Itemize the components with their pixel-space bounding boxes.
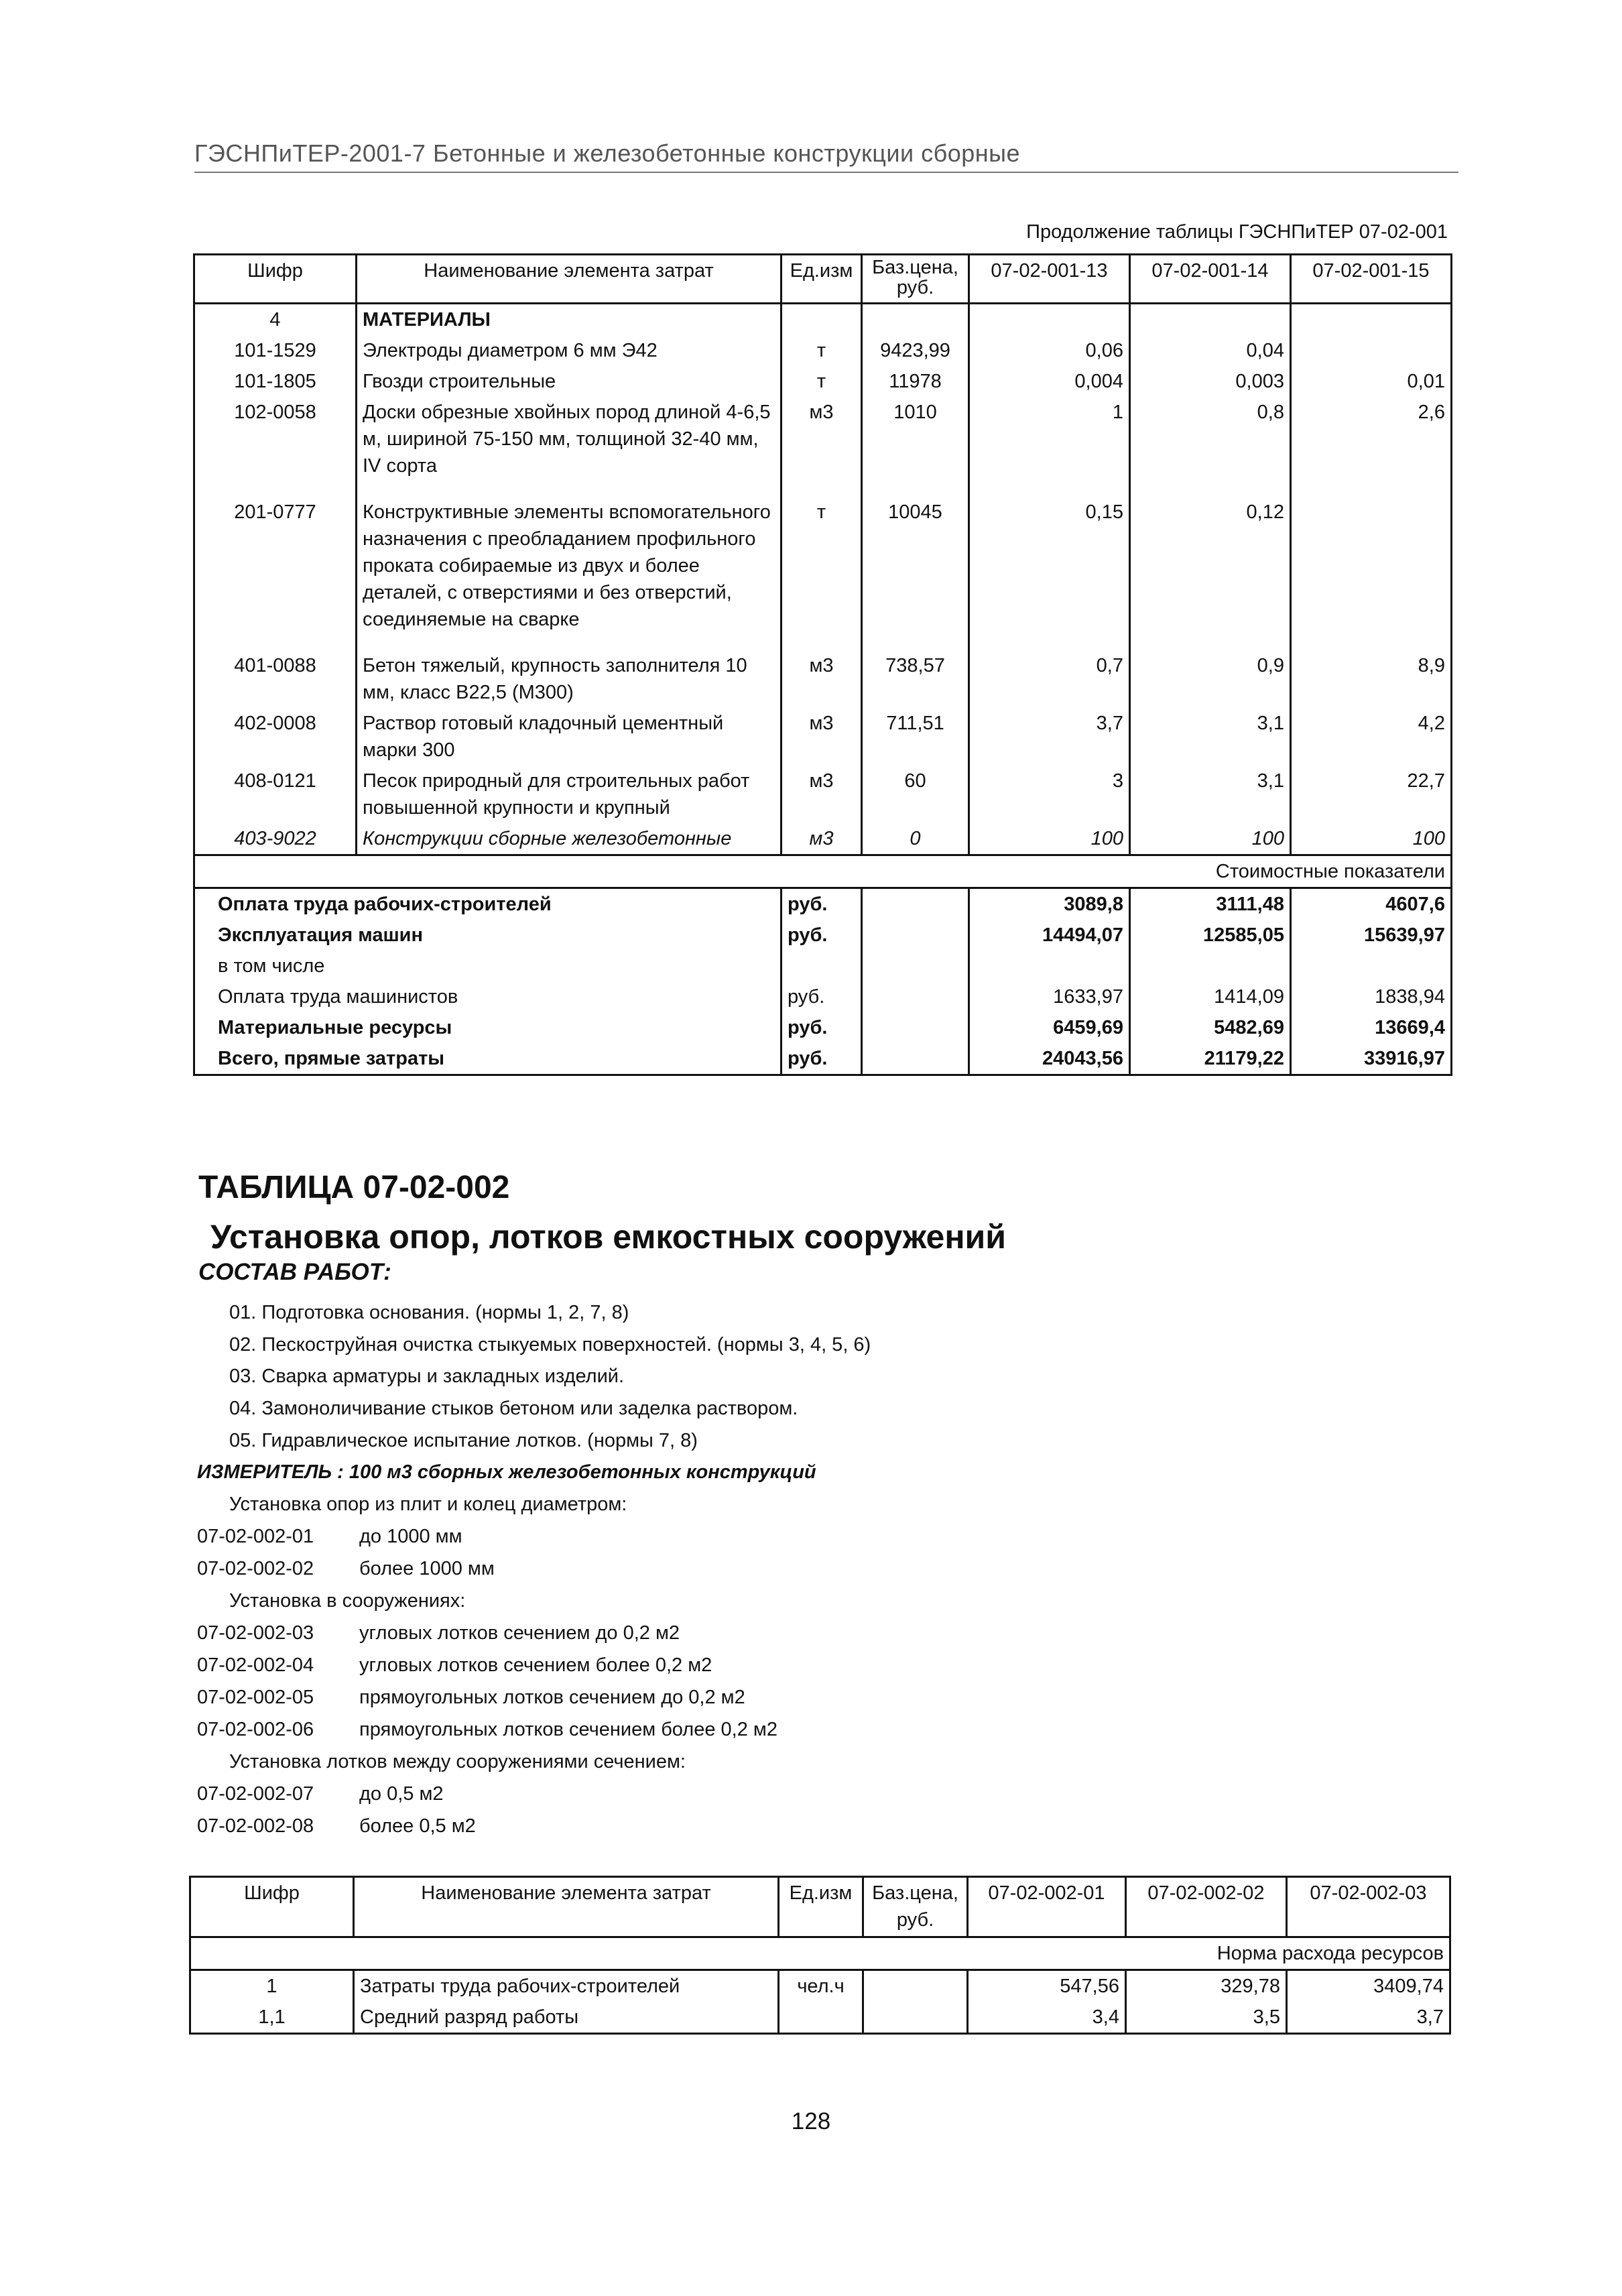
norm-text: угловых лотков сечением более 0,2 м2 <box>359 1654 712 1676</box>
row-value: 0,15 <box>969 497 1130 650</box>
col-header-norm: 07-02-002-03 <box>1287 1877 1450 1937</box>
row-price: 1010 <box>862 397 969 497</box>
row-name: Гвозди строительные <box>357 366 782 397</box>
cost-unit: руб. <box>782 1043 862 1075</box>
col-header-price: Баз.цена, руб. <box>863 1877 968 1937</box>
table-continuation-title: Продолжение таблицы ГЭСНПиТЕР 07-02-001 <box>1026 221 1448 243</box>
cost-value: 1838,94 <box>1291 981 1452 1012</box>
table-title: ТАБЛИЦА 07-02-002 <box>198 1170 510 1205</box>
cost-unit: руб. <box>782 888 862 920</box>
row-value: 0,004 <box>969 366 1130 397</box>
row-value: 3409,74 <box>1287 1970 1450 2002</box>
row-price: 60 <box>862 766 969 823</box>
row-value: 3,7 <box>969 708 1130 766</box>
row-code: 101-1529 <box>194 335 357 366</box>
row-name: Песок природный для строительных работ повышенной крупности и крупный <box>357 766 782 823</box>
row-name: Конструктивные элементы вспомогательного назначения с преобладанием профильного проката собираемые из двух и более деталей, с отверстиями и без отверстий, соединяемые на сварке <box>357 497 782 650</box>
norm-header: Норма расхода ресурсов <box>190 1937 1450 1970</box>
cost-value: 12585,05 <box>1130 920 1291 951</box>
norm-text: более 1000 мм <box>359 1558 495 1579</box>
row-code: 201-0777 <box>194 497 357 650</box>
header-divider <box>194 172 1458 173</box>
row-code: 102-0058 <box>194 397 357 497</box>
row-unit: т <box>782 366 862 397</box>
row-value: 0,003 <box>1130 366 1291 397</box>
row-unit: м3 <box>782 650 862 708</box>
table-row <box>194 708 1452 766</box>
row-code: 101-1805 <box>194 366 357 397</box>
col-header-name: Наименование элемента затрат <box>357 255 782 304</box>
norm-code: 07-02-002-05 <box>197 1687 314 1708</box>
col-header-norm: 07-02-001-14 <box>1130 255 1291 304</box>
row-price <box>863 2002 968 2034</box>
row-price: 0 <box>862 823 969 855</box>
row-name: Средний разряд работы <box>354 2002 779 2034</box>
resource-table-07-02-002 <box>189 1876 1451 2035</box>
row-value: 3 <box>969 766 1130 823</box>
cost-value: 1633,97 <box>969 981 1130 1012</box>
row-value: 329,78 <box>1126 1970 1287 2002</box>
row-unit: чел.ч <box>779 1970 863 2002</box>
table-header-row <box>194 255 1452 304</box>
col-header-code: Шифр <box>190 1877 354 1937</box>
norm-code: 07-02-002-03 <box>197 1622 314 1644</box>
cost-value: 4607,6 <box>1291 888 1452 920</box>
row-name: Доски обрезные хвойных пород длиной 4-6,5 м, шириной 75-150 мм, толщиной 32-40 мм, IV сорта <box>357 397 782 497</box>
cost-value: 3111,48 <box>1130 888 1291 920</box>
cost-value: 6459,69 <box>969 1012 1130 1043</box>
section-code: 4 <box>194 304 357 336</box>
group-heading: Установка в сооружениях: <box>229 1590 466 1612</box>
row-value: 3,1 <box>1130 708 1291 766</box>
cost-value: 21179,22 <box>1130 1043 1291 1075</box>
row-unit: м3 <box>782 397 862 497</box>
norm-code: 07-02-002-07 <box>197 1783 314 1805</box>
row-value: 0,06 <box>969 335 1130 366</box>
table-row <box>190 2002 1450 2034</box>
cost-row <box>194 920 1452 951</box>
cost-unit: руб. <box>782 920 862 951</box>
cost-row <box>194 1043 1452 1075</box>
norm-text: прямоугольных лотков сечением до 0,2 м2 <box>359 1687 745 1708</box>
cost-row <box>194 981 1452 1012</box>
row-value: 8,9 <box>1291 650 1452 708</box>
cost-name: Оплата труда рабочих-строителей <box>194 888 782 920</box>
meter: ИЗМЕРИТЕЛЬ : 100 м3 сборных железобетонных конструкций <box>197 1461 816 1483</box>
work-item: 01. Подготовка основания. (нормы 1, 2, 7, 8) <box>229 1302 629 1323</box>
norm-code: 07-02-002-08 <box>197 1815 314 1837</box>
row-unit: т <box>782 497 862 650</box>
norm-text: угловых лотков сечением до 0,2 м2 <box>359 1622 680 1644</box>
row-unit: м3 <box>782 823 862 855</box>
group-heading: Установка лотков между сооружениями сечением: <box>229 1751 686 1772</box>
cost-header: Стоимостные показатели <box>194 855 1452 888</box>
row-value: 1 <box>969 397 1130 497</box>
page-number: 128 <box>791 2108 831 2134</box>
cost-value: 33916,97 <box>1291 1043 1452 1075</box>
table-row <box>194 335 1452 366</box>
col-header-unit: Ед.изм <box>782 255 862 304</box>
norm-code: 07-02-002-04 <box>197 1654 314 1676</box>
cost-value: 24043,56 <box>969 1043 1130 1075</box>
row-name: Бетон тяжелый, крупность заполнителя 10 мм, класс В22,5 (М300) <box>357 650 782 708</box>
norm-code: 07-02-002-02 <box>197 1558 314 1579</box>
row-name: Раствор готовый кладочный цементный марки 300 <box>357 708 782 766</box>
cost-unit: руб. <box>782 1012 862 1043</box>
row-code: 408-0121 <box>194 766 357 823</box>
row-value: 100 <box>1291 823 1452 855</box>
row-value: 4,2 <box>1291 708 1452 766</box>
row-value: 0,01 <box>1291 366 1452 397</box>
table-row <box>194 497 1452 650</box>
row-value: 100 <box>969 823 1130 855</box>
group-heading: Установка опор из плит и колец диаметром: <box>229 1494 627 1515</box>
col-header-norm: 07-02-002-02 <box>1126 1877 1287 1937</box>
norm-text: до 1000 мм <box>359 1526 462 1547</box>
row-code: 401-0088 <box>194 650 357 708</box>
norm-header-row <box>190 1937 1450 1970</box>
cost-row <box>194 888 1452 920</box>
cost-row <box>194 1012 1452 1043</box>
norm-code: 07-02-002-01 <box>197 1526 314 1547</box>
row-value: 0,04 <box>1130 335 1291 366</box>
running-header: ГЭСНПиТЕР-2001-7 Бетонные и железобетонные конструкции сборные <box>194 139 1021 167</box>
table-row <box>194 766 1452 823</box>
row-code: 1 <box>190 1970 354 2002</box>
works-title: СОСТАВ РАБОТ: <box>198 1259 391 1285</box>
row-value: 3,7 <box>1287 2002 1450 2034</box>
cost-name: Эксплуатация машин <box>194 920 782 951</box>
row-value: 0,9 <box>1130 650 1291 708</box>
row-value: 0,12 <box>1130 497 1291 650</box>
cost-name: Материальные ресурсы <box>194 1012 782 1043</box>
row-value: 0,7 <box>969 650 1130 708</box>
work-item: 05. Гидравлическое испытание лотков. (нормы 7, 8) <box>229 1430 698 1451</box>
table-row <box>194 823 1452 855</box>
norm-text: более 0,5 м2 <box>359 1815 476 1837</box>
col-header-name: Наименование элемента затрат <box>354 1877 779 1937</box>
table-header-row <box>190 1877 1450 1937</box>
row-value: 547,56 <box>968 1970 1126 2002</box>
cost-row <box>194 951 1452 981</box>
cost-value: 14494,07 <box>969 920 1130 951</box>
col-header-norm: 07-02-002-01 <box>968 1877 1126 1937</box>
row-name: Конструкции сборные железобетонные <box>357 823 782 855</box>
row-value: 22,7 <box>1291 766 1452 823</box>
table-row <box>190 1970 1450 2002</box>
row-price: 9423,99 <box>862 335 969 366</box>
row-unit: м3 <box>782 766 862 823</box>
work-item: 02. Пескоструйная очистка стыкуемых поверхностей. (нормы 3, 4, 5, 6) <box>229 1334 871 1355</box>
table-subtitle: Установка опор, лотков емкостных сооружений <box>210 1218 1007 1256</box>
table-row <box>194 397 1452 497</box>
cost-value: 13669,4 <box>1291 1012 1452 1043</box>
resource-table-07-02-001 <box>193 253 1452 1076</box>
row-unit <box>779 2002 863 2034</box>
section-row <box>194 304 1452 336</box>
row-price: 738,57 <box>862 650 969 708</box>
row-value: 3,1 <box>1130 766 1291 823</box>
row-price: 11978 <box>862 366 969 397</box>
col-header-code: Шифр <box>194 255 357 304</box>
row-value: 2,6 <box>1291 397 1452 497</box>
cost-name: Всего, прямые затраты <box>194 1043 782 1075</box>
cost-value: 15639,97 <box>1291 920 1452 951</box>
row-unit: т <box>782 335 862 366</box>
table-row <box>194 650 1452 708</box>
col-header-norm: 07-02-001-15 <box>1291 255 1452 304</box>
col-header-norm: 07-02-001-13 <box>969 255 1130 304</box>
row-value: 3,4 <box>968 2002 1126 2034</box>
cost-unit: руб. <box>782 981 862 1012</box>
row-code: 1,1 <box>190 2002 354 2034</box>
row-unit: м3 <box>782 708 862 766</box>
table-row <box>194 366 1452 397</box>
norm-text: прямоугольных лотков сечением более 0,2 м2 <box>359 1719 777 1740</box>
section-name: МАТЕРИАЛЫ <box>357 304 782 336</box>
norm-text: до 0,5 м2 <box>359 1783 444 1805</box>
col-header-unit: Ед.изм <box>779 1877 863 1937</box>
work-item: 03. Сварка арматуры и закладных изделий. <box>229 1366 625 1387</box>
cost-value: 1414,09 <box>1130 981 1291 1012</box>
row-price <box>863 1970 968 2002</box>
col-header-price: Баз.цена, руб. <box>862 255 969 304</box>
row-value: 0,8 <box>1130 397 1291 497</box>
norm-code: 07-02-002-06 <box>197 1719 314 1740</box>
row-name: Затраты труда рабочих-строителей <box>354 1970 779 2002</box>
cost-header-row <box>194 855 1452 888</box>
row-code: 403-9022 <box>194 823 357 855</box>
row-value <box>1291 335 1452 366</box>
cost-name: Оплата труда машинистов <box>194 981 782 1012</box>
work-item: 04. Замоноличивание стыков бетоном или заделка раствором. <box>229 1398 798 1419</box>
row-value <box>1291 497 1452 650</box>
row-code: 402-0008 <box>194 708 357 766</box>
row-value: 3,5 <box>1126 2002 1287 2034</box>
cost-value: 5482,69 <box>1130 1012 1291 1043</box>
row-value: 100 <box>1130 823 1291 855</box>
row-price: 10045 <box>862 497 969 650</box>
row-name: Электроды диаметром 6 мм Э42 <box>357 335 782 366</box>
cost-value: 3089,8 <box>969 888 1130 920</box>
row-price: 711,51 <box>862 708 969 766</box>
cost-name: в том числе <box>194 951 782 981</box>
